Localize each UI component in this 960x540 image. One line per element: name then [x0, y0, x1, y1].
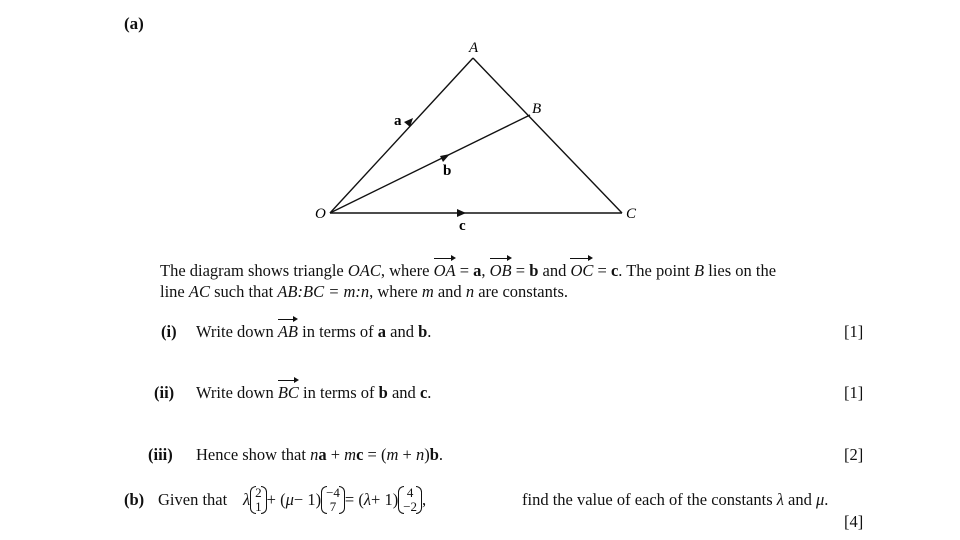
- label-vec-a: a: [394, 113, 402, 129]
- column-vector-3: 4 −2: [398, 486, 422, 514]
- vector-oc: OC: [570, 261, 594, 280]
- label-vec-c: c: [459, 218, 466, 230]
- arrow-c-icon: [457, 209, 466, 217]
- triangle-diagram: [300, 30, 680, 230]
- arrow-a-icon: [404, 118, 413, 127]
- arrow-b-icon: [440, 154, 450, 162]
- label-O: O: [315, 206, 326, 222]
- question-ii-label: (ii): [154, 383, 175, 402]
- part-b-question: find the value of each of the constants λ and μ.: [522, 490, 829, 509]
- intro-line-2: line AC such that AB:BC = m:n, where m and n are constants.: [160, 282, 568, 301]
- vector-bc: BC: [277, 383, 299, 402]
- label-C: C: [626, 206, 637, 222]
- line-ob: [330, 115, 530, 213]
- side-oa: [330, 58, 473, 213]
- intro-line-1: The diagram shows triangle OAC, where OA = a, OB = b and OC = c. The point B lies on the: [160, 261, 777, 280]
- question-ii-marks: [1]: [844, 383, 864, 402]
- label-B: B: [532, 101, 542, 117]
- vector-ab: AB: [277, 322, 298, 341]
- question-ii-text: Write down BC in terms of b and c.: [196, 383, 432, 402]
- column-vector-2: −4 7: [321, 486, 345, 514]
- question-i-label: (i): [161, 322, 177, 341]
- side-ac: [473, 58, 622, 213]
- label-A: A: [469, 40, 479, 56]
- question-iii-marks: [2]: [844, 445, 864, 464]
- vector-ob: OB: [489, 261, 512, 280]
- question-i-marks: [1]: [844, 322, 864, 341]
- question-i-text: Write down AB in terms of a and b.: [196, 322, 432, 341]
- column-vector-1: 2 1: [250, 486, 267, 514]
- part-b-equation: λ 2 1 + ( μ − 1) −4 7 = ( λ + 1) 4 −2 ,: [243, 485, 427, 514]
- part-b-label: (b): [124, 490, 145, 509]
- question-iii-text: Hence show that na + mc = (m + n)b.: [196, 445, 444, 464]
- part-a-label: (a): [124, 14, 144, 33]
- vector-oa: OA: [433, 261, 456, 280]
- part-b-intro: Given that: [158, 490, 228, 509]
- question-iii-label: (iii): [148, 445, 173, 464]
- part-b-marks: [4]: [844, 512, 864, 531]
- label-vec-b: b: [443, 163, 452, 179]
